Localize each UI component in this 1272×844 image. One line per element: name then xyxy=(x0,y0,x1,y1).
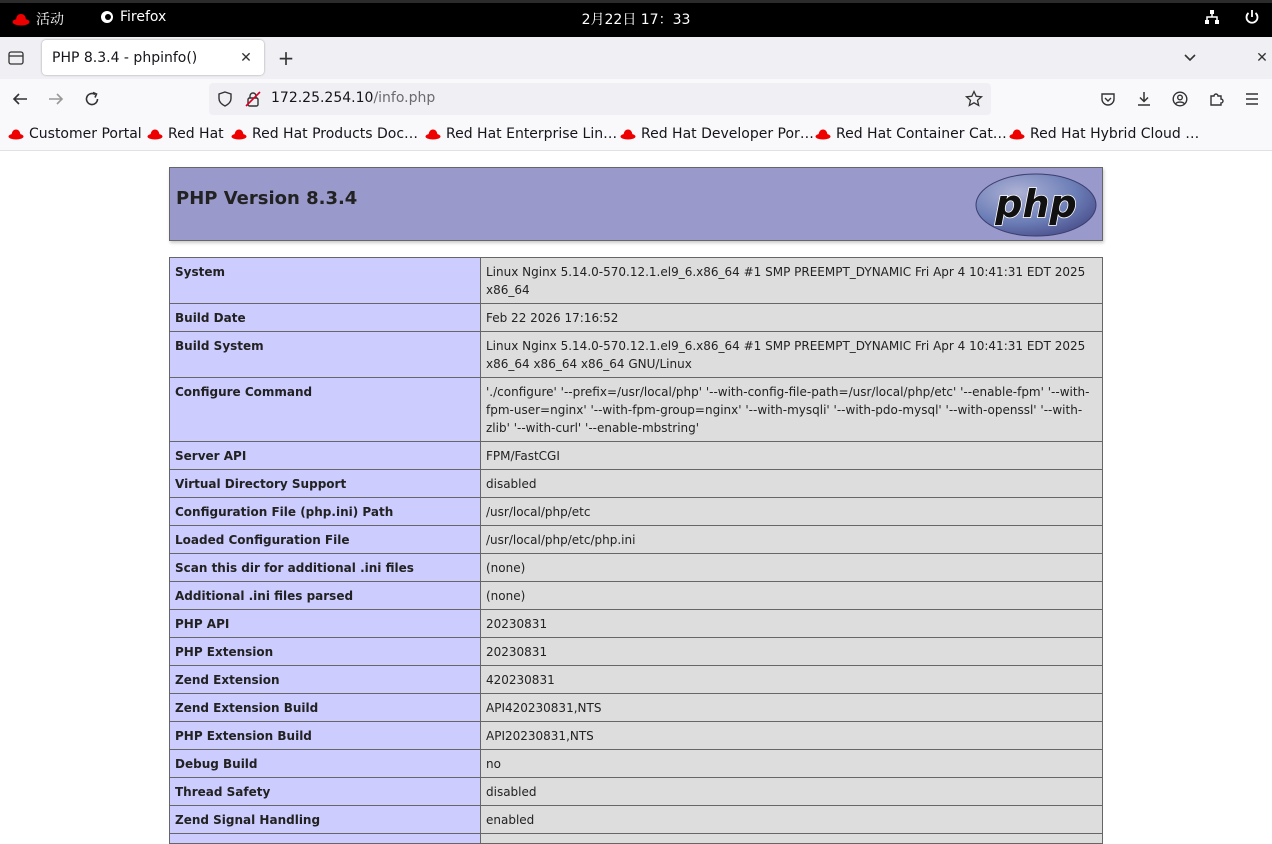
reload-icon xyxy=(84,91,100,107)
activities-button[interactable] xyxy=(12,9,64,29)
bookmark-label: Red Hat Products Doc… xyxy=(252,126,419,142)
bookmark-item[interactable] xyxy=(425,126,617,142)
top-bar-workspace-strip xyxy=(0,0,1272,3)
bookmark-label: Customer Portal xyxy=(29,126,142,142)
firefox-icon xyxy=(100,10,114,24)
table-row xyxy=(170,332,1103,378)
table-row xyxy=(170,722,1103,750)
app-menu-button[interactable] xyxy=(1242,89,1262,109)
redhat-bookmark-icon xyxy=(815,128,831,140)
bookmark-item[interactable] xyxy=(8,126,142,142)
info-key: Thread Safety xyxy=(170,778,481,806)
activities-label: 活动 xyxy=(36,12,64,28)
url-text[interactable] xyxy=(271,90,435,106)
info-value: /usr/local/php/etc/php.ini xyxy=(481,526,1103,554)
extensions-button[interactable] xyxy=(1206,89,1226,109)
power-icon[interactable] xyxy=(1244,9,1260,25)
bookmark-item[interactable] xyxy=(815,126,1007,142)
php-version-title: PHP Version 8.3.4 xyxy=(176,188,358,209)
info-key: Build System xyxy=(170,332,481,378)
table-row xyxy=(170,498,1103,526)
app-menu-label: Firefox xyxy=(120,9,167,25)
tab-strip xyxy=(0,37,1272,79)
table-row xyxy=(170,610,1103,638)
info-key: PHP Extension Build xyxy=(170,722,481,750)
info-value: (none) xyxy=(481,554,1103,582)
hamburger-menu-icon xyxy=(1244,92,1260,106)
bookmark-star-icon[interactable] xyxy=(965,90,983,108)
info-key: Zend Extension Build xyxy=(170,694,481,722)
back-button[interactable] xyxy=(10,89,30,109)
firefox-view-button[interactable] xyxy=(6,49,26,67)
info-value: (none) xyxy=(481,582,1103,610)
bookmark-item[interactable] xyxy=(147,126,224,142)
table-row xyxy=(170,554,1103,582)
list-tabs-button[interactable] xyxy=(1180,48,1200,68)
info-key: Additional .ini files parsed xyxy=(170,582,481,610)
table-row xyxy=(170,638,1103,666)
info-value: 420230831 xyxy=(481,666,1103,694)
php-info-table xyxy=(169,257,1103,844)
info-key: System xyxy=(170,258,481,304)
close-tab-icon[interactable]: ✕ xyxy=(240,49,252,66)
redhat-bookmark-icon xyxy=(8,128,24,140)
table-row xyxy=(170,304,1103,332)
info-key: Virtual Directory Support xyxy=(170,470,481,498)
info-key: Build Date xyxy=(170,304,481,332)
download-icon xyxy=(1136,91,1152,107)
redhat-bookmark-icon xyxy=(425,128,441,140)
info-value: Linux Nginx 5.14.0-570.12.1.el9_6.x86_64 #1 SMP PREEMPT_DYNAMIC Fri Apr 4 10:41:31 EDT 2025 x86_64 x86_64 x86_64 GNU/Linux xyxy=(481,332,1103,378)
info-key: PHP Extension xyxy=(170,638,481,666)
redhat-bookmark-icon xyxy=(147,128,163,140)
forward-button[interactable] xyxy=(46,89,66,109)
network-icon[interactable] xyxy=(1204,9,1220,25)
page-content xyxy=(0,152,1272,827)
account-icon xyxy=(1172,91,1188,107)
info-value: Linux Nginx 5.14.0-570.12.1.el9_6.x86_64 #1 SMP PREEMPT_DYNAMIC Fri Apr 4 10:41:31 EDT 2025 x86_64 xyxy=(481,258,1103,304)
navigation-toolbar xyxy=(0,79,1272,119)
bookmark-label: Red Hat Hybrid Cloud … xyxy=(1030,126,1200,142)
close-window-icon[interactable]: ✕ xyxy=(1256,50,1268,66)
php-version-header xyxy=(169,167,1103,241)
info-value: 20230831 xyxy=(481,638,1103,666)
table-row xyxy=(170,834,1103,844)
chevron-down-icon xyxy=(1183,53,1197,63)
redhat-logo-icon xyxy=(12,12,30,26)
bookmark-item[interactable] xyxy=(1009,126,1199,142)
bookmarks-toolbar xyxy=(0,119,1272,151)
bookmark-label: Red Hat Container Cat… xyxy=(836,126,1007,142)
downloads-button[interactable] xyxy=(1134,89,1154,109)
info-key: PHP API xyxy=(170,610,481,638)
info-key: Scan this dir for additional .ini files xyxy=(170,554,481,582)
bookmark-label: Red Hat Enterprise Lin… xyxy=(446,126,618,142)
address-bar[interactable] xyxy=(209,83,991,115)
info-value: FPM/FastCGI xyxy=(481,442,1103,470)
redhat-bookmark-icon xyxy=(1009,128,1025,140)
table-row xyxy=(170,582,1103,610)
table-row xyxy=(170,806,1103,834)
system-top-bar xyxy=(0,0,1272,37)
info-value: disabled xyxy=(481,470,1103,498)
info-value: API20230831,NTS xyxy=(481,722,1103,750)
shield-icon[interactable] xyxy=(217,91,233,107)
reload-button[interactable] xyxy=(82,89,102,109)
pocket-button[interactable] xyxy=(1098,89,1118,109)
php-logo-text: php xyxy=(995,182,1077,226)
table-row xyxy=(170,470,1103,498)
account-button[interactable] xyxy=(1170,89,1190,109)
table-row xyxy=(170,750,1103,778)
clock[interactable]: 2月22日 17：33 xyxy=(581,12,691,28)
info-key: Server API xyxy=(170,442,481,470)
table-row xyxy=(170,442,1103,470)
info-key: Configuration File (php.ini) Path xyxy=(170,498,481,526)
back-arrow-icon xyxy=(11,91,29,107)
redhat-bookmark-icon xyxy=(620,128,636,140)
info-value: enabled xyxy=(481,806,1103,834)
insecure-lock-icon[interactable] xyxy=(245,91,261,107)
info-key xyxy=(170,834,481,844)
bookmark-item[interactable] xyxy=(620,126,814,142)
table-row xyxy=(170,778,1103,806)
bookmark-label: Red Hat Developer Por… xyxy=(641,126,814,142)
info-value xyxy=(481,834,1103,844)
app-menu-firefox[interactable] xyxy=(100,9,166,25)
info-value: disabled xyxy=(481,778,1103,806)
info-key: Zend Signal Handling xyxy=(170,806,481,834)
info-value: Feb 22 2026 17:16:52 xyxy=(481,304,1103,332)
info-key: Configure Command xyxy=(170,378,481,442)
info-value: /usr/local/php/etc xyxy=(481,498,1103,526)
forward-arrow-icon xyxy=(47,91,65,107)
table-row xyxy=(170,378,1103,442)
firefox-view-icon xyxy=(8,51,24,65)
table-row xyxy=(170,526,1103,554)
bookmark-item[interactable] xyxy=(231,126,418,142)
info-value: API420230831,NTS xyxy=(481,694,1103,722)
redhat-bookmark-icon xyxy=(231,128,247,140)
info-key: Debug Build xyxy=(170,750,481,778)
table-row xyxy=(170,258,1103,304)
url-path: /info.php xyxy=(373,90,436,106)
table-row xyxy=(170,666,1103,694)
info-value: 20230831 xyxy=(481,610,1103,638)
info-value: './configure' '--prefix=/usr/local/php' '--with-config-file-path=/usr/local/php/etc' '--enable-fpm' '--with-fpm-user=nginx' '--with-fpm-group=nginx' '--with-mysqli' '--with-pdo-mysql' '--with-openssl' '--with-zlib' '--with-curl' '--enable-mbstring' xyxy=(481,378,1103,442)
puzzle-icon xyxy=(1208,91,1224,107)
tab-title: PHP 8.3.4 - phpinfo() xyxy=(52,49,198,66)
bookmark-label: Red Hat xyxy=(168,126,224,142)
tab-phpinfo[interactable] xyxy=(42,40,264,75)
php-logo[interactable] xyxy=(975,173,1097,237)
table-row xyxy=(170,694,1103,722)
url-host: 172.25.254.10 xyxy=(271,90,374,106)
info-key: Zend Extension xyxy=(170,666,481,694)
info-value: no xyxy=(481,750,1103,778)
new-tab-icon[interactable]: + xyxy=(277,46,295,70)
pocket-icon xyxy=(1100,91,1116,107)
info-key: Loaded Configuration File xyxy=(170,526,481,554)
